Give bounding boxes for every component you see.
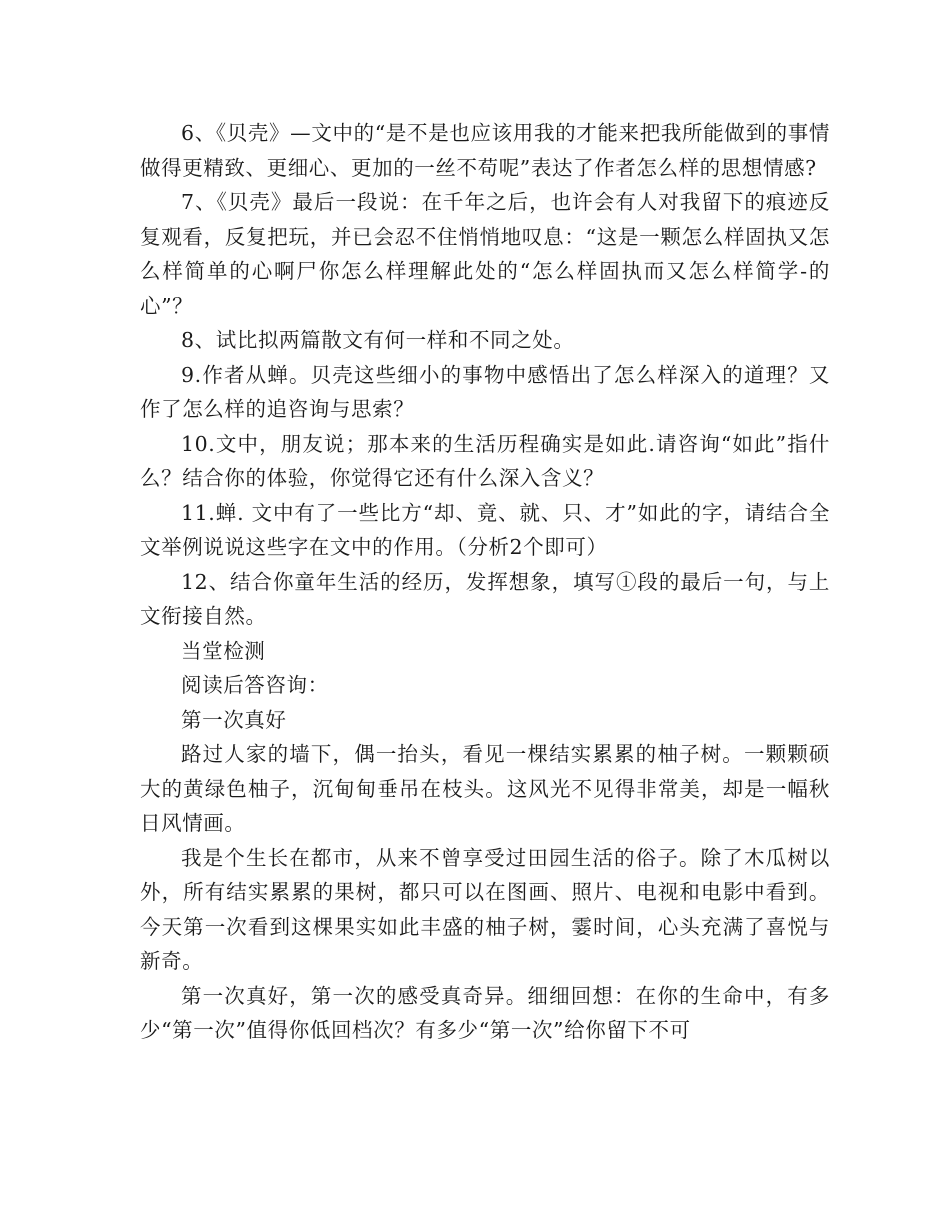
section-heading: 当堂检测 bbox=[181, 638, 266, 663]
question-6: 6、《贝壳》—文中的“是不是也应该用我的才能来把我所能做到的事情做得更精致、更细心、更加的一丝不苟呢”表达了作者怎么样的思想情感? bbox=[140, 121, 830, 180]
question-9: 9.作者从蝉。贝壳这些细小的事物中感悟出了怎么样深入的道理？又作了怎么样的追咨询与思索？ bbox=[140, 362, 830, 421]
passage-paragraph: 我是个生长在都市，从来不曾享受过田园生活的俗子。除了木瓜树以外，所有结实累累的果树，都只可以在图画、照片、电视和电影中看到。今天第一次看到这棵果实如此丰盛的柚子树，霎时间，心头充满了喜悦与新奇。 bbox=[140, 845, 830, 973]
passage-paragraph: 第一次真好，第一次的感受真奇异。细细回想：在你的生命中，有多少“第一次”值得你低回档次？有多少“第一次”给你留下不可 bbox=[140, 983, 830, 1042]
question-10: 10.文中，朋友说；那本来的生活历程确实是如此.请咨询“如此”指什么？结合你的体验，你觉得它还有什么深入含义？ bbox=[140, 431, 830, 490]
question-11: 11.蝉. 文中有了一些比方“却、竟、就、只、才”如此的字，请结合全文举例说说这些字在文中的作用。（分析2个即可） bbox=[140, 500, 830, 559]
document-body bbox=[140, 116, 830, 1048]
passage-title: 第一次真好 bbox=[181, 707, 287, 732]
passage-paragraph: 路过人家的墙下，偶一抬头，看见一棵结实累累的柚子树。一颗颗硕大的黄绿色柚子，沉甸甸垂吊在枝头。这风光不见得非常美，却是一幅秋日风情画。 bbox=[140, 742, 830, 835]
question-12: 12、结合你童年生活的经历，发挥想象，填写①段的最后一句，与上文衔接自然。 bbox=[140, 569, 830, 628]
question-8: 8、试比拟两篇散文有何一样和不同之处。 bbox=[181, 328, 575, 352]
question-7: 7、《贝壳》最后一段说：在千年之后，也许会有人对我留下的痕迹反复观看，反复把玩，并已会忍不住悄悄地叹息：“这是一颗怎么样固执又怎么样简单的心啊尸你怎么样理解此处的“怎么样固执而又怎么样简学-的心”？ bbox=[140, 190, 830, 318]
instruction-line: 阅读后答咨询： bbox=[181, 673, 329, 697]
